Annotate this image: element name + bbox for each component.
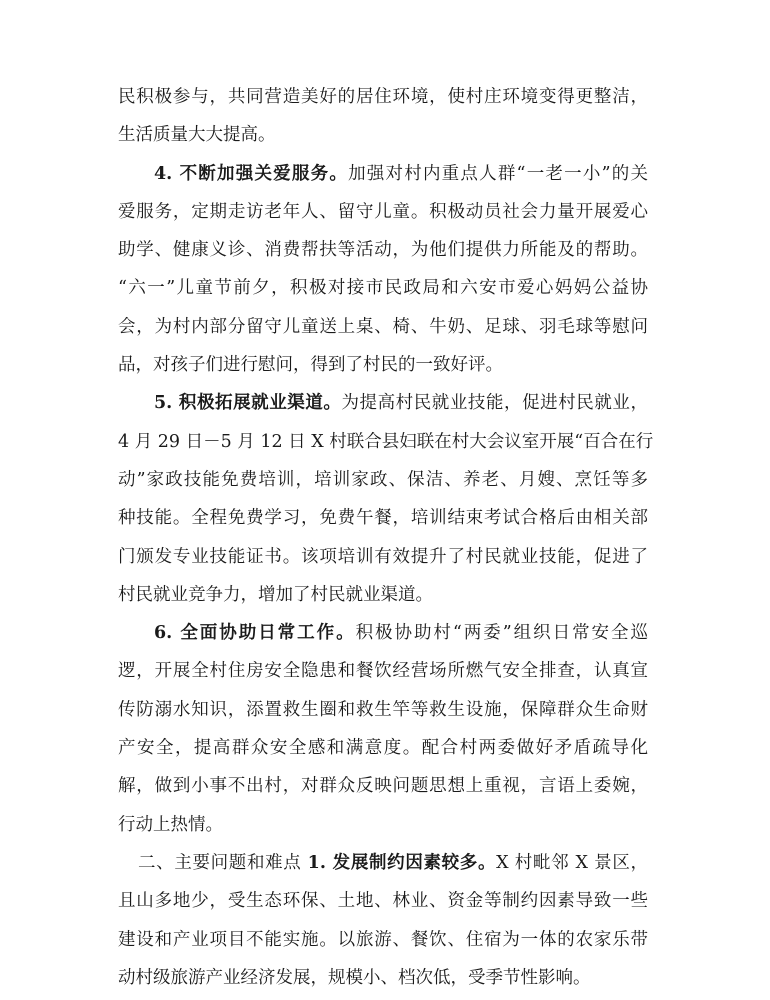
- section-heading: 6. 全面协助日常工作。: [154, 623, 356, 644]
- text-line: [118, 844, 648, 882]
- section-prefix: 二、主要问题和难点: [138, 852, 308, 873]
- section-heading: 5. 积极拓展就业渠道。: [154, 393, 342, 414]
- text-line: 建设和产业项目不能实施。以旅游、餐饮、住宿为一体的农家乐带: [118, 929, 648, 950]
- text-span: X 村毗邻 X 景区，: [496, 852, 648, 873]
- text-line: 助学、健康义诊、消费帮扶等活动，为他们提供力所能及的帮助。: [118, 240, 648, 261]
- text-line: 传防溺水知识，添置救生圈和救生竿等救生设施，保障群众生命财: [118, 699, 648, 720]
- text-line: 行动上热情。: [118, 814, 223, 835]
- text-line: [118, 155, 648, 193]
- text-span: 积极协助村“两委”组织日常安全巡: [355, 623, 648, 644]
- section-heading: 4. 不断加强关爱服务。: [154, 163, 349, 184]
- text-line: “六一”儿童节前夕，积极对接市民政局和六安市爱心妈妈公益协: [118, 278, 648, 299]
- paragraph-employment: [118, 384, 654, 614]
- paragraph-environment: [118, 78, 648, 155]
- text-line: 且山多地少，受生态环保、土地、林业、资金等制约因素导致一些: [118, 891, 648, 912]
- text-line: 种技能。全程免费学习，免费午餐，培训结束考试合格后由相关部: [118, 508, 648, 529]
- text-line: 解，做到小事不出村，对群众反映问题思想上重视，言语上委婉，: [118, 776, 648, 797]
- text-line: 品，对孩子们进行慰问，得到了村民的一致好评。: [118, 355, 503, 376]
- paragraph-problems: [118, 844, 648, 997]
- text-line: 生活质量大大提高。: [118, 125, 276, 146]
- section-heading: 1. 发展制约因素较多。: [307, 852, 497, 873]
- text-line: 会，为村内部分留守儿童送上桌、椅、牛奶、足球、羽毛球等慰问: [118, 316, 648, 337]
- text-line: 爱服务，定期走访老年人、留守儿童。积极动员社会力量开展爱心: [118, 201, 648, 222]
- text-line: [118, 614, 648, 652]
- text-span: 为提高村民就业技能，促进村民就业，: [341, 393, 648, 414]
- text-line: 产安全，提高群众安全感和满意度。配合村两委做好矛盾疏导化: [118, 738, 648, 759]
- paragraph-care-services: [118, 155, 648, 385]
- paragraph-daily-work: [118, 614, 648, 844]
- text-line: 4 月 29 日－5 月 12 日 X 村联合县妇联在村大会议室开展“百合在行: [118, 431, 654, 452]
- text-line: 村民就业竞争力，增加了村民就业渠道。: [118, 584, 433, 605]
- document-page: [118, 78, 654, 997]
- text-line: 动村级旅游产业经济发展，规模小、档次低，受季节性影响。: [118, 967, 591, 988]
- text-line: 动”家政技能免费培训，培训家政、保洁、养老、月嫂、烹饪等多: [118, 469, 648, 490]
- text-line: 逻，开展全村住房安全隐患和餐饮经营场所燃气安全排查，认真宣: [118, 661, 648, 682]
- text-span: 加强对村内重点人群“一老一小”的关: [348, 163, 648, 184]
- text-line: [118, 384, 648, 422]
- text-line: 民积极参与，共同营造美好的居住环境，使村庄环境变得更整洁，: [118, 87, 648, 107]
- text-line: 门颁发专业技能证书。该项培训有效提升了村民就业技能，促进了: [118, 546, 648, 567]
